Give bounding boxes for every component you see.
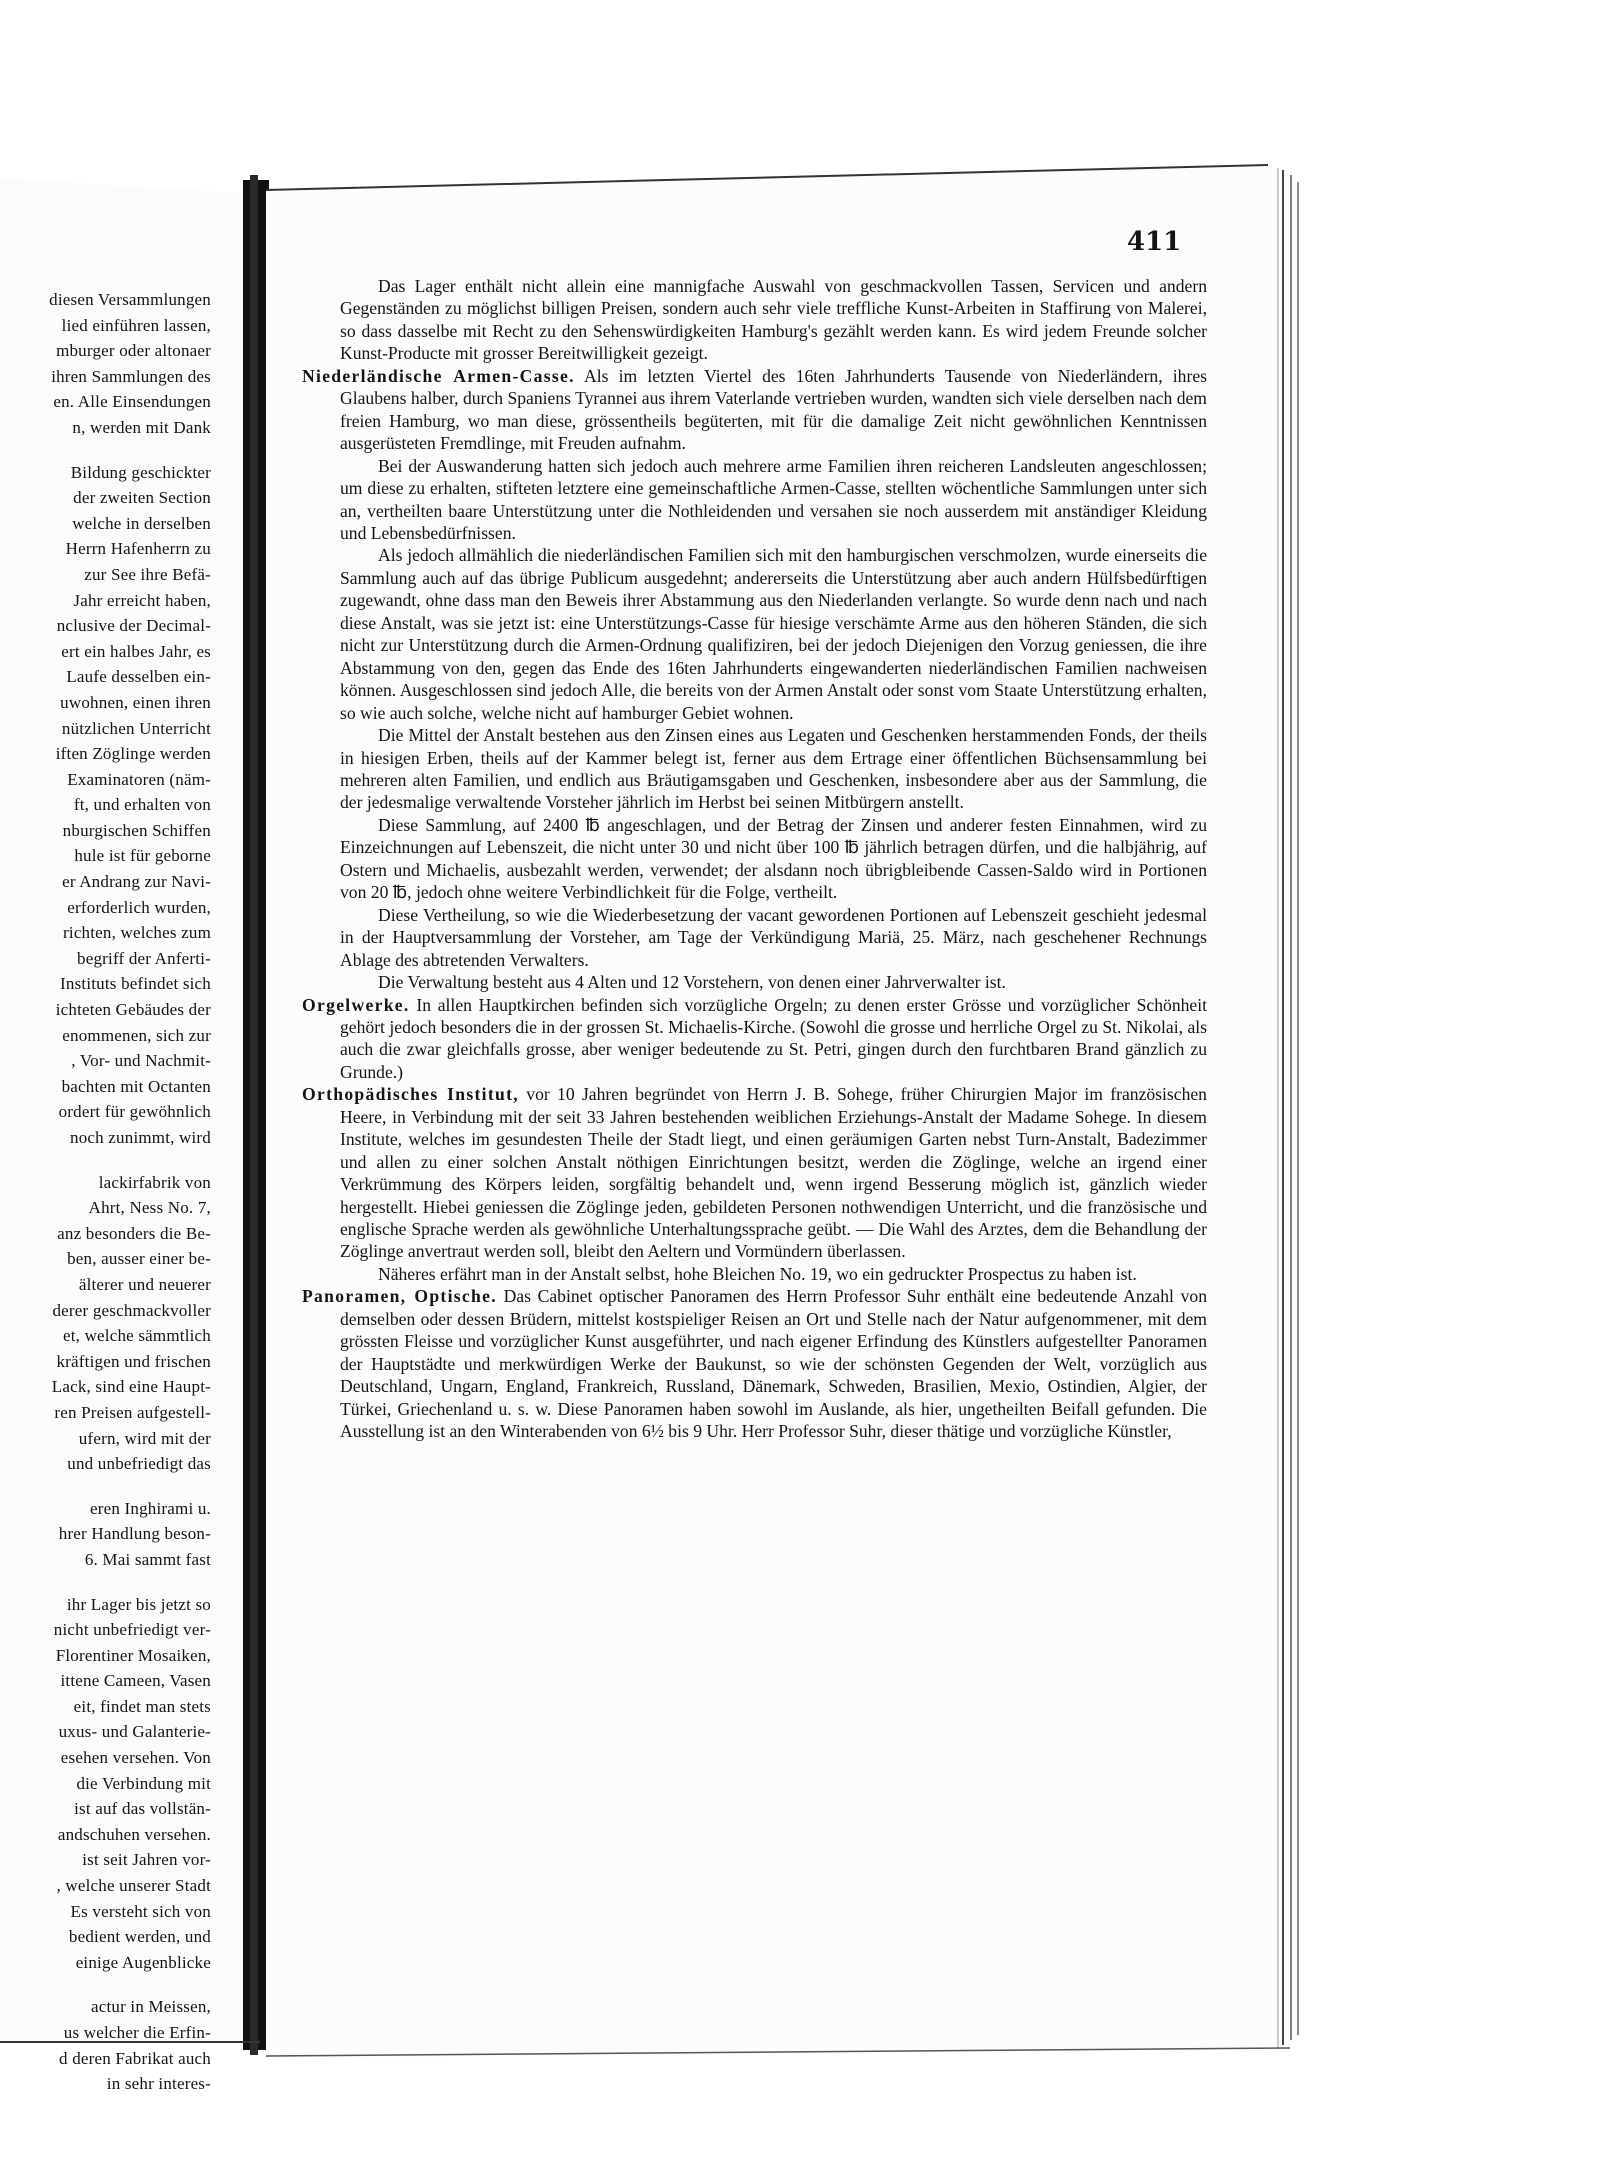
body-paragraph (302, 1263, 1207, 1285)
left-page-line-text: ichteten Gebäudes der (55, 1000, 211, 1020)
left-page-line (0, 1298, 211, 1324)
left-page-text (0, 287, 211, 2097)
left-page-line-text: Examinatoren (näm- (67, 769, 211, 789)
left-page-line-text: Jahr erreicht haben, (73, 590, 211, 610)
left-page-line (0, 1899, 211, 1925)
left-page-line (0, 1496, 211, 1522)
left-page-line (0, 364, 211, 390)
left-page-line (0, 741, 211, 767)
left-page-line (0, 1873, 211, 1899)
entry-headword: Panoramen, Optische. (302, 1286, 497, 1307)
left-page-line (0, 2071, 211, 2097)
left-page-line-text: und unbefriedigt das (67, 1454, 211, 1474)
left-page-line (0, 536, 211, 562)
left-page-line-text: Herrn Hafenherrn zu (65, 539, 211, 559)
left-page-line-text: ist seit Jahren vor- (82, 1850, 211, 1870)
left-page-line-text: hule ist für geborne (74, 846, 211, 866)
left-page-line (0, 2020, 211, 2046)
left-page-line (0, 1451, 211, 1477)
left-page-line (0, 1400, 211, 1426)
left-page-line (0, 716, 211, 742)
left-page-line (0, 588, 211, 614)
left-page-line (0, 1694, 211, 1720)
left-page-line (0, 1099, 211, 1125)
left-page-line (0, 1374, 211, 1400)
left-page-line-text: et, welche sämmtlich (63, 1326, 211, 1346)
entry-text: Das Cabinet optischer Panoramen des Herrn Professor Suhr enthält eine bedeutende Anzahl von demselben oder dessen Brüdern, mittelst kostspieliger Reisen an Ort und Stelle nach der Natur aufgenommener, mit dem grössten Fleisse und vorzüglicher Kunst ausgeführter, und nach eigener Erfindung des Künstlers aufgestellter Panoramen der Hauptstädte und merkwürdigen Werke der Baukunst, so wie der schönsten Gegenden der Welt, vorzüglich aus Deutschland, Ungarn, England, Frankreich, Russland, Dänemark, Schweden, Brasilien, Mexio, Ostindien, Algier, der Türkei, Griechenland u. s. w. Diese Panoramen haben sowohl im Auslande, als hier, ungetheilten Beifall gefunden. Die Ausstellung ist an den Winterabenden von 6½ bis 9 Uhr. Herr Professor Suhr, dieser thätige und vorzügliche Künstler, (340, 1286, 1207, 1442)
left-page-line (0, 562, 211, 588)
paragraph-text: Diese Vertheilung, so wie die Wiederbesetzung der vacant gewordenen Portionen auf Lebenszeit geschieht jedesmal in der Hauptversammlung der Vorsteher, am Tage der Verkündigung Mariä, 25. März, nach geschehener Rechnungs Ablage des abtretenden Verwalters. (340, 904, 1207, 970)
paragraph-text: Die Mittel der Anstalt bestehen aus den Zinsen eines aus Legaten und Geschenken herstammenden Fonds, der theils in hiesigen Erben, theils auf der Kammer belegt ist, ferner aus dem Ertrage einer öffentlichen Büchsensammlung bei mehreren alten Familien, und endlich aus Bräutigamsgaben und Geschenken, insbesondere aber aus der Sammlung, die der jedesmalige verwaltende Vorsteher jährlich im Herbst bei seinen Mitbürgern anstellt. (340, 725, 1207, 813)
left-page-line (0, 613, 211, 639)
paragraph-text: Die Verwaltung besteht aus 4 Alten und 12 Vorstehern, von denen einer Jahrverwalter ist. (378, 972, 1006, 993)
left-page-line (0, 2046, 211, 2072)
left-page-line (0, 869, 211, 895)
entry-headword: Orgelwerke. (302, 994, 410, 1015)
left-page-line (0, 441, 211, 460)
left-page-line (0, 843, 211, 869)
left-page-line (0, 287, 211, 313)
left-page-fragment (0, 165, 265, 2094)
body-paragraph (302, 724, 1207, 814)
left-page-line (0, 1617, 211, 1643)
left-page-line-text: ordert für gewöhnlich (58, 1102, 211, 1122)
left-page-line-text: noch zunimmt, wird (70, 1128, 211, 1147)
left-page-line (0, 1771, 211, 1797)
left-page-line-text: , Vor- und Nachmit- (71, 1051, 211, 1071)
left-page-line-text: Lack, sind eine Haupt- (51, 1377, 211, 1397)
left-page-line (0, 338, 211, 364)
left-page-line (0, 1573, 211, 1592)
left-page-line (0, 1272, 211, 1298)
left-page-line-text: Laufe desselben ein- (66, 667, 211, 687)
left-page-line (0, 1477, 211, 1496)
left-page-line-text: richten, welches zum (63, 923, 211, 943)
left-page-line (0, 639, 211, 665)
left-page-line-text: in sehr interes- (106, 2074, 211, 2094)
left-page-line (0, 415, 211, 441)
left-page-line-text: die Verbindung mit (76, 1773, 211, 1793)
left-page-line (0, 1668, 211, 1694)
left-page-line (0, 313, 211, 339)
lexicon-entry (302, 994, 1207, 1084)
left-page-line-text: anz besonders die Be- (57, 1223, 211, 1243)
page-number: 411 (1127, 227, 1182, 257)
left-page-line-text: ihren Sammlungen des (51, 366, 211, 386)
left-page-line-text: Florentiner Mosaiken, (55, 1645, 211, 1665)
left-page-line-text: nburgischen Schiffen (62, 820, 211, 840)
left-page-line (0, 1195, 211, 1221)
left-page-line-text: einige Augenblicke (75, 1952, 211, 1972)
left-page-line-text: hrer Handlung beson- (58, 1524, 211, 1544)
paragraph-text: Das Lager enthält nicht allein eine mannigfache Auswahl von geschmackvollen Tassen, Servicen und andern Gegenständen zu möglichst billigen Preisen, sondern auch sehr viele treffliche Kunst-Arbeiten in Staffirung von Malerei, so dass dasselbe mit Recht zu den Sehenswürdigkeiten Hamburg's gezählt werden kann. Es wird jedem Freunde solcher Kunst-Producte mit grosser Bereitwilligkeit gezeigt. (340, 276, 1207, 364)
left-page-line-text: ert ein halbes Jahr, es (61, 641, 211, 661)
lexicon-entry (302, 365, 1207, 455)
left-page-line-text: diesen Versammlungen (49, 290, 211, 309)
left-page-line (0, 1125, 211, 1151)
left-page-line (0, 1246, 211, 1272)
left-page-line-text: lied einführen lassen, (61, 315, 211, 335)
left-page-line (0, 1643, 211, 1669)
left-page-line (0, 1592, 211, 1618)
left-page-line-text: 6. Mai sammt fast (84, 1549, 211, 1569)
left-page-line-text: n, werden mit Dank (72, 417, 211, 437)
body-paragraph (302, 544, 1207, 724)
left-page-line (0, 1547, 211, 1573)
left-page-line (0, 460, 211, 486)
left-page-line-text: Bildung geschickter (70, 462, 211, 482)
entry-headword: Orthopädisches Institut, (302, 1084, 519, 1105)
left-page-line (0, 1719, 211, 1745)
left-page-line (0, 1151, 211, 1170)
left-page-line-text: eren Inghirami u. (90, 1498, 211, 1518)
left-page-line-text: en. Alle Einsendungen (53, 392, 211, 412)
left-page-line (0, 920, 211, 946)
left-page-line (0, 664, 211, 690)
left-page-line (0, 511, 211, 537)
paragraph-text: Näheres erfährt man in der Anstalt selbst, hohe Bleichen No. 19, wo ein gedruckter Prospectus zu haben ist. (378, 1263, 1137, 1284)
left-page-line-text: ihr Lager bis jetzt so (66, 1594, 211, 1614)
continued-paragraph (302, 275, 1207, 365)
left-page-line (0, 1950, 211, 1976)
left-page-line-text: andschuhen versehen. (57, 1824, 211, 1844)
left-page-line-text: Es versteht sich von (70, 1901, 211, 1921)
left-page-line-text: , welche unserer Stadt (56, 1876, 211, 1896)
left-page-line-text: kräftigen und frischen (56, 1351, 211, 1371)
left-page-line (0, 1048, 211, 1074)
left-page-line-text: welche in derselben (72, 513, 211, 533)
left-page-line-text: begriff der Anferti- (77, 948, 211, 968)
left-page-line-text: eit, findet man stets (73, 1696, 211, 1716)
left-page-line-text: er Andrang zur Navi- (62, 872, 211, 892)
left-page-line-text: mburger oder altonaer (56, 341, 211, 361)
left-page-line-text: bachten mit Octanten (61, 1076, 211, 1096)
paragraph-text: Bei der Auswanderung hatten sich jedoch auch mehrere arme Familien ihren reicheren Landsleuten angeschlossen; um diese zu erhalten, stifteten letztere eine gemeinschaftliche Armen-Casse, stellten wöchentliche Sammlungen unter sich an, vertheilten baare Unterstützung unter die Nothleidenden und versahen sie noch ausserdem mit anständiger Kleidung und Lebensbedürfnissen. (340, 455, 1207, 543)
left-page-line (0, 1994, 211, 2020)
left-page-line-text: enommenen, sich zur (62, 1025, 211, 1045)
left-page-line-text: ufern, wird mit der (78, 1428, 211, 1448)
left-page-line (0, 1745, 211, 1771)
entry-text: In allen Hauptkirchen befinden sich vorzügliche Orgeln; zu denen erster Grösse und vorzüglicher Schönheit gehört jedoch besonders die in der grossen St. Michaelis-Kirche. (Sowohl die grosse und herrliche Orgel zu St. Nikolai, als auch die zwar gleichfalls grosse, aber weniger bedeutende zu St. Petri, gingen durch den furchtbaren Brand gänzlich zu Grunde.) (340, 994, 1207, 1082)
paragraph-text: Als jedoch allmählich die niederländischen Familien sich mit den hamburgischen verschmolzen, wurde einerseits die Sammlung auch auf das übrige Publicum ausgedehnt; andererseits die Unterstützung aber auch andern Hülfsbedürftigen zugewandt, ohne dass man den Beweis ihrer Abstammung aus den Niederlanden verlangte. So wurde denn nach und nach diese Anstalt, was sie jetzt ist: eine Unterstützungs-Casse für hiesige verschämte Arme aus den höheren Ständen, die sich nicht zur Unterstützung durch die Armen-Ordnung qualifiziren, bei der jedoch Diejenigen den Vorzug geniessen, die ihre Abstammung von den, gegen das Ende des 16ten Jahrhunderts eingewanderten niederländischen Familien nachweisen können. Ausgeschlossen sind jedoch Alle, die bereits von der Armen Anstalt oder sonst vom Staate Unterstützung erhalten, so wie auch solche, welche nicht auf hamburger Gebiet wohnen. (340, 545, 1207, 723)
left-page-line (0, 1323, 211, 1349)
left-page-line-text: erforderlich wurden, (67, 897, 211, 917)
left-page-line-text: uwohnen, einen ihren (60, 692, 211, 712)
left-page-line (0, 690, 211, 716)
left-page-line (0, 1170, 211, 1196)
left-page-line (0, 946, 211, 972)
left-page-line (0, 767, 211, 793)
left-page-line-text: d deren Fabrikat auch (59, 2048, 211, 2068)
left-page-line-text: iften Zöglinge werden (55, 744, 211, 764)
left-page-line (0, 1426, 211, 1452)
body-paragraph (302, 971, 1207, 993)
left-page-line (0, 792, 211, 818)
entry-text: Als im letzten Viertel des 16ten Jahrhunderts Tausende von Niederländern, ihres Glaubens halber, durch Spaniens Tyrannei aus ihrem Vaterlande vertrieben wurden, wandten sich viele derselben nach dem freien Hamburg, wo man diese, grössentheils begüterten, mit für die damalige Zeit nicht gewöhnlichen Kenntnissen ausgerüsteten Fremdlinge, mit Freuden aufnahm. (340, 365, 1207, 454)
left-page-line-text: Instituts befindet sich (60, 974, 211, 994)
entry-headword: Niederländische Armen-Casse. (302, 365, 575, 386)
left-page-line-text: ben, ausser einer be- (67, 1249, 211, 1269)
paragraph-text: Diese Sammlung, auf 2400 ℔ angeschlagen, und der Betrag der Zinsen und anderer festen Einnahmen, wird zu Einzeichnungen auf Lebenszeit, die nicht unter 30 und nicht über 100 ℔ jährlich betragen dürfen, und die halbjährig, auf Ostern und Michaelis, ausbezahlt werden, verwendet; der alsdann noch übrigbleibende Cassen-Saldo wird in Portionen von 20 ℔, jedoch ohne weitere Verbindlichkeit für die Folge, vertheilt. (340, 814, 1207, 903)
left-page-line (0, 1822, 211, 1848)
left-page-line (0, 1074, 211, 1100)
left-page-line (0, 1221, 211, 1247)
left-page-line (0, 1924, 211, 1950)
left-page-line (0, 485, 211, 511)
left-page-line (0, 997, 211, 1023)
body-paragraph (302, 904, 1207, 971)
left-page-line (0, 389, 211, 415)
left-page-line (0, 1349, 211, 1375)
left-page-line-text: nclusive der Decimal- (56, 616, 211, 636)
body-paragraph (302, 814, 1207, 904)
left-page-line-text: lackirfabrik von (98, 1172, 211, 1192)
right-page (272, 165, 1292, 2035)
left-page-line-text: bedient werden, und (68, 1927, 211, 1947)
left-page-line-text: actur in Meissen, (90, 1997, 211, 2017)
left-page-line-text: ist auf das vollstän- (74, 1799, 211, 1819)
left-page-line (0, 1847, 211, 1873)
left-page-line (0, 1521, 211, 1547)
left-page-line (0, 1975, 211, 1994)
left-page-line-text: us welcher die Erfin- (63, 2023, 211, 2042)
left-page-line-text: uxus- und Galanterie- (58, 1722, 211, 1742)
lexicon-entry (302, 1285, 1207, 1442)
left-page-line-text: nicht unbefriedigt ver- (53, 1620, 211, 1640)
left-page-line-text: zur See ihre Befä- (84, 564, 211, 584)
left-page-line-text: der zweiten Section (73, 488, 211, 508)
left-page-line (0, 971, 211, 997)
left-page-line-text: nützlichen Unterricht (61, 718, 211, 738)
left-page-line-text: derer geschmackvoller (52, 1300, 211, 1320)
left-page-line (0, 895, 211, 921)
lexicon-entry (302, 1083, 1207, 1263)
left-page-line-text: ren Preisen aufgestell- (54, 1402, 211, 1422)
left-page-line-text: ft, und erhalten von (73, 795, 211, 815)
left-page-line-text: esehen versehen. Von (60, 1748, 211, 1768)
left-page-line-text: älterer und neuerer (78, 1274, 211, 1294)
page-text (302, 275, 1207, 1443)
entry-text: vor 10 Jahren begründet von Herrn J. B. Sohege, früher Chirurgien Major im französischen Heere, in Verbindung mit der seit 33 Jahren bestehenden weiblichen Erziehungs-Anstalt der Madame Sohege. In diesem Institute, welches im gesundesten Theile der Stadt liegt, und einen geräumigen Garten nebst Turn-Anstalt, Badezimmer und allen zu einer solchen Anstalt nöthigen Einrichtungen besitzt, werden die Zöglinge, welche an irgend einer Verkrümmung des Körpers leiden, sorgfältig behandelt und, wenn irgend Besserung möglich ist, gänzlich wieder hergestellt. Hiebei geniessen die Zöglinge jeden, gebildeten Personen nothwendigen Unterricht, und die französische und englische Sprache werden als gewöhnliche Unterhaltungssprache geübt. — Die Wahl des Arztes, dem die Behandlung der Zöglinge anvertraut werden soll, bleibt den Aeltern und Vormündern überlassen. (340, 1084, 1207, 1262)
left-page-line (0, 1796, 211, 1822)
left-page-line-text: Ahrt, Ness No. 7, (88, 1198, 211, 1218)
left-page-line (0, 818, 211, 844)
left-page-line (0, 1023, 211, 1049)
body-paragraph (302, 455, 1207, 545)
left-page-line-text: ittene Cameen, Vasen (60, 1671, 211, 1691)
